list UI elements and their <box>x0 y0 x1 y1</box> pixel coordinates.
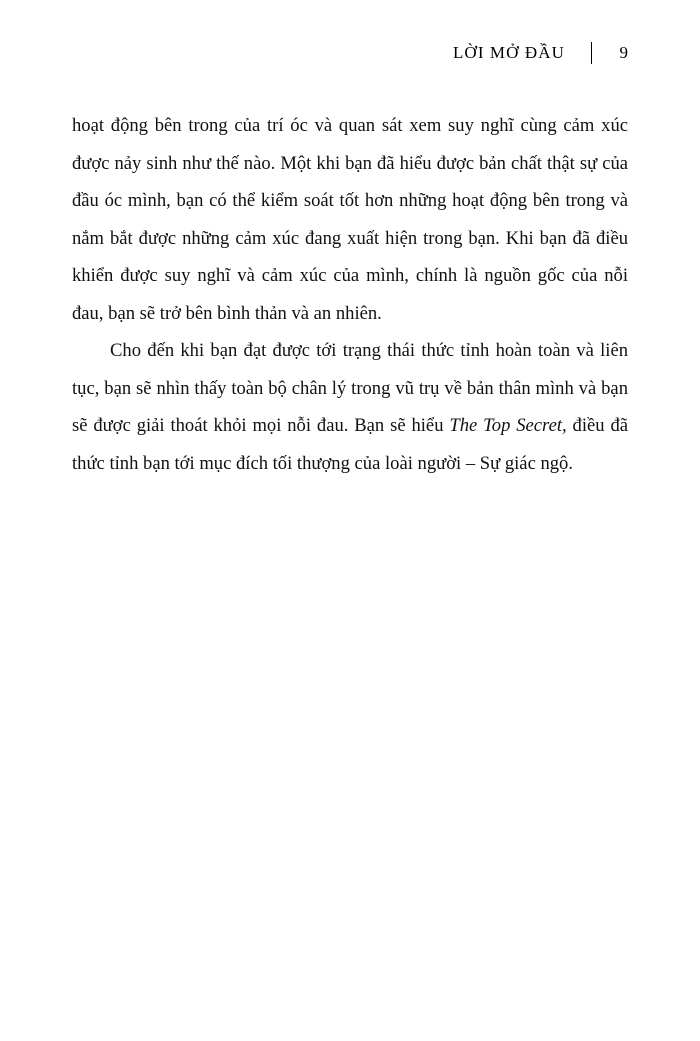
page-number: 9 <box>619 43 628 62</box>
running-head-divider <box>591 42 592 64</box>
italic-text: The Top Secret, <box>449 415 567 436</box>
paragraph-1: hoạt động bên trong của trí óc và quan sát xem suy nghĩ cùng cảm xúc được nảy sinh như thế nào. Một khi bạn đã hiểu được bản chất thật sự của đầu óc mình, bạn có thể kiểm soát tốt hơn những hoạt động bên trong và nắm bắt được những cảm xúc đang xuất hiện trong bạn. Khi bạn đã điều khiển được suy nghĩ và cảm xúc của mình, chính là nguồn gốc của nỗi đau, bạn sẽ trở bên bình thản và an nhiên. <box>72 115 628 324</box>
paragraph-2: Cho đến khi bạn đạt được tới trạng thái thức tỉnh hoàn toàn và liên tục, bạn sẽ nhìn thấy toàn bộ chân lý trong vũ trụ về bản thân mình và bạn sẽ được giải thoát khỏi mọi nỗi đau. Bạn sẽ hiểu The Top Secret, điều đã thức tỉnh bạn tới mục đích tối thượng của loài người – Sự giác ngộ. <box>72 340 628 474</box>
running-head <box>72 38 628 68</box>
running-head-title: LỜI MỞ ĐẦU <box>452 43 565 62</box>
body-text <box>72 107 628 482</box>
